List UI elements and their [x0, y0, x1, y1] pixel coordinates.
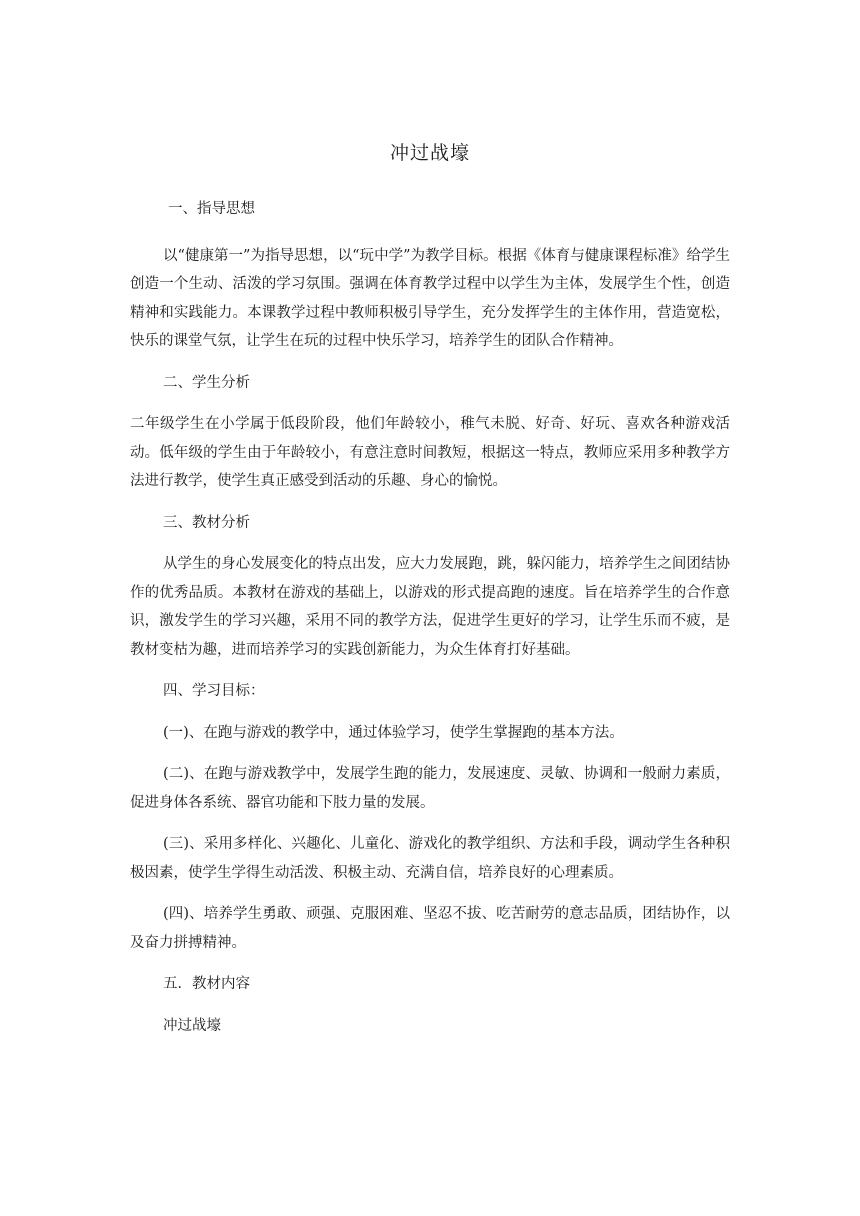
document-title: 冲过战壕 — [389, 142, 470, 164]
section-heading-guiding: 一、指导思想 — [168, 201, 255, 217]
section-text-content: 冲过战壕 — [163, 1017, 221, 1034]
section-text-students: 二年级学生在小学属于低段阶段，他们年龄较小，稚气未脱、好奇、好玩、喜欢各种游戏活动。低年级的学生由于年龄较小，有意注意时间教短，根据这一特点，教师应采用多种教学方法进行教学，使学生真正感受到活动的乐趣、身心的愉悦。 — [130, 416, 730, 489]
goal-item: (三)、采用多样化、兴趣化、儿童化、游戏化的教学组织、方法和手段，调动学生各种积极因素，使学生学得生动活泼、积极主动、充满自信，培养良好的心理素质。 — [130, 836, 730, 881]
section-heading-material: 三、教材分析 — [163, 514, 250, 531]
goal-item: (二)、在跑与游戏教学中，发展学生跑的能力，发展速度、灵敏、协调和一般耐力素质，促进身体各系统、器官功能和下肢力量的发展。 — [130, 766, 730, 811]
goal-item: (四)、培养学生勇敢、顽强、克服困难、坚忍不拔、吃苦耐劳的意志品质，团结协作，以及奋力拼搏精神。 — [130, 906, 730, 951]
section-text-guiding: 以“健康第一”为指导思想，以“玩中学”为教学目标。根据《体育与健康课程标准》给学生创造一个生动、活泼的学习氛围。强调在体育教学过程中以学生为主体，发展学生个性，创造精神和实践能力。本课教学过程中教师积极引导学生，充分发挥学生的主体作用，营造宽松，快乐的课堂气氛，让学生在玩的过程中快乐学习，培养学生的团队合作精神。 — [130, 247, 730, 349]
section-text-material: 从学生的身心发展变化的特点出发，应大力发展跑，跳，躲闪能力，培养学生之间团结协作的优秀品质。本教材在游戏的基础上，以游戏的形式提高跑的速度。旨在培养学生的合作意识，激发学生的学习兴趣，采用不同的教学方法，促进学生更好的学习，让学生乐而不疲，是教材变枯为趣，进而培养学习的实践创新能力，为众生体育打好基础。 — [130, 556, 730, 658]
document-body — [130, 195, 730, 1053]
goal-item: (一)、在跑与游戏的教学中，通过体验学习，使学生掌握跑的基本方法。 — [163, 724, 624, 741]
section-heading-students: 二、学生分析 — [163, 374, 250, 391]
section-heading-content: 五．教材内容 — [163, 976, 250, 992]
section-heading-goals: 四、学习目标： — [163, 683, 265, 699]
